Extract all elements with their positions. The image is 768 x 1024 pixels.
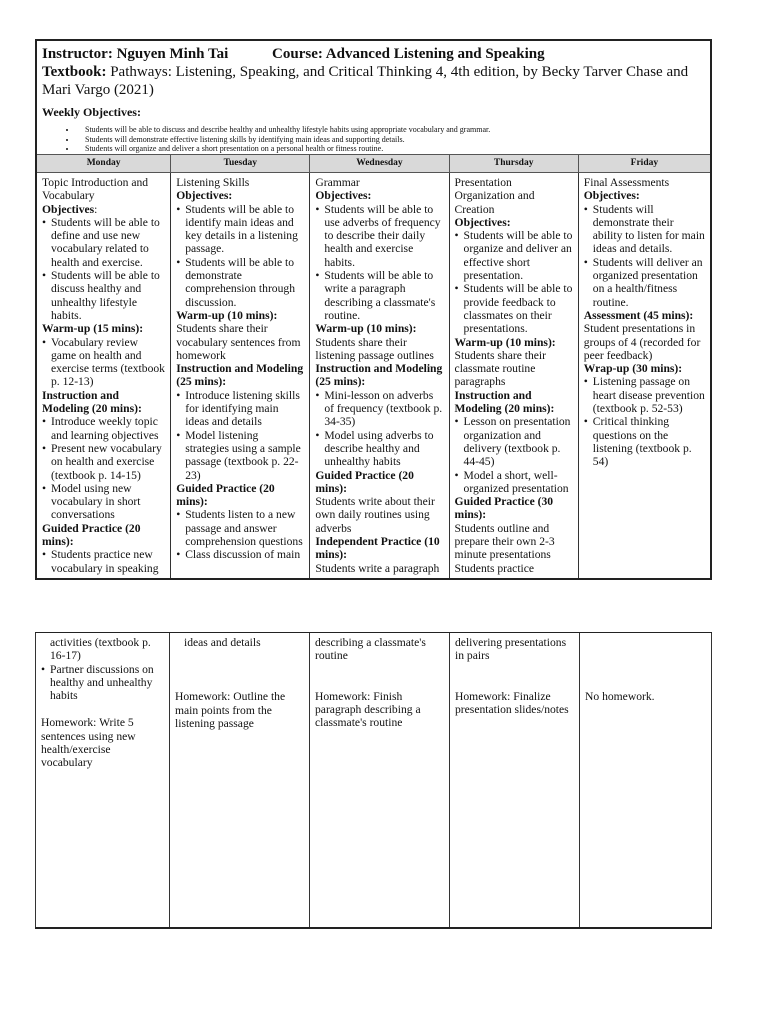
thursday-instruction-label: Instruction and Modeling (20 mins): — [454, 388, 555, 416]
monday-homework: Homework: Write 5 sentences using new health/exercise vocabulary — [41, 716, 136, 770]
wednesday-independent-label: Independent Practice (10 mins): — [315, 535, 440, 562]
friday-objective: • Students will deliver an organized presentation on a health/fitness routine. — [584, 256, 705, 309]
monday-guided-more-list — [41, 663, 164, 703]
wednesday-objectives-label: Objectives: — [315, 189, 372, 203]
friday-topic: Final Assessments — [583, 176, 670, 189]
tuesday-instruction-item: • Introduce listening skills for identifying main ideas and details — [176, 389, 304, 429]
friday-objectives-list — [584, 203, 705, 309]
friday-continuation — [580, 633, 712, 927]
monday-instruction-list — [42, 415, 165, 521]
tuesday-instruction-item: • Model listening strategies using a sample passage (textbook p. 22-23) — [176, 429, 304, 482]
day-header-thursday: Thursday — [450, 155, 579, 172]
tuesday-guided-continued: ideas and details — [184, 636, 261, 649]
friday-wrapup-item: • Critical thinking questions on the listening (textbook p. 54) — [584, 415, 705, 468]
monday-objectives-list — [42, 216, 165, 322]
weekly-objective: • Students will be able to discuss and describe healthy and unhealthy lifestyle habits using appropriate vocabulary and grammar. — [77, 125, 705, 135]
monday-instruction-item: • Present new vocabulary on health and exercise (textbook p. 14-15) — [42, 442, 165, 482]
thursday-guided-continued: delivering presentations in pairs — [455, 636, 567, 663]
thursday-instruction-list — [455, 415, 573, 495]
monday-continuation — [35, 633, 170, 927]
tuesday-guided-label: Guided Practice (20 mins): — [176, 481, 275, 509]
wednesday-warmup-label: Warm-up (10 mins): — [315, 322, 417, 336]
tuesday-objective: • Students will be able to identify main ideas and key details in a listening passage. — [176, 203, 304, 256]
friday-wrapup-list — [584, 375, 705, 468]
thursday-objectives-list — [455, 229, 573, 335]
weekly-objective: • Students will organize and deliver a short presentation on a personal health or fitness routine. — [77, 144, 705, 154]
monday-objectives-colon: : — [94, 202, 98, 216]
thursday-topic: Presentation Organization and Creation — [454, 176, 535, 216]
course-title: Course: Advanced Listening and Speaking — [272, 46, 545, 62]
tuesday-column — [171, 173, 310, 580]
monday-warmup-item: • Vocabulary review game on health and exercise terms (textbook p. 12-13) — [42, 336, 165, 389]
continuation-columns — [35, 633, 712, 927]
thursday-guided-label: Guided Practice (30 mins): — [454, 495, 554, 522]
monday-warmup-list — [42, 336, 165, 389]
thursday-warmup-label: Warm-up (10 mins): — [454, 335, 556, 349]
textbook-text: Pathways: Listening, Speaking, and Critical Thinking 4, 4th edition, by Becky Tarver Chase and Mari Vargo (2021) — [42, 64, 689, 98]
monday-guided-label: Guided Practice (20 mins): — [42, 521, 141, 549]
friday-objectives-label: Objectives: — [583, 189, 640, 203]
textbook-label: Textbook: — [42, 64, 107, 80]
wednesday-continuation — [310, 633, 450, 927]
wednesday-objective: • Students will be able to write a paragraph describing a classmate's routine. — [315, 269, 443, 322]
monday-topic: Topic Introduction and Vocabulary — [42, 176, 149, 203]
friday-objective: • Students will demonstrate their ability to listen for main ideas and details. — [584, 203, 705, 256]
monday-column — [37, 173, 171, 580]
monday-objectives-label: Objectives — [42, 202, 95, 216]
day-header-monday: Monday — [37, 155, 171, 172]
day-header-tuesday: Tuesday — [171, 155, 310, 172]
wednesday-guided-text: Students write about their own daily routines using adverbs — [315, 495, 435, 535]
thursday-column — [450, 173, 579, 580]
friday-assessment-label: Assessment (45 mins): — [583, 308, 694, 322]
tuesday-warmup-text: Students share their vocabulary sentences from homework — [176, 322, 301, 362]
wednesday-independent-continued: describing a classmate's routine — [315, 636, 426, 663]
monday-instruction-item: • Model using new vocabulary in short conversations — [42, 482, 165, 522]
wednesday-instruction-list — [315, 389, 443, 469]
tuesday-objectives-label: Objectives: — [176, 189, 233, 203]
thursday-objective: • Students will be able to provide feedback to classmates on their presentations. — [455, 282, 573, 335]
friday-homework: No homework. — [585, 690, 655, 703]
monday-instruction-item: • Introduce weekly topic and learning objectives — [42, 415, 165, 442]
monday-guided-list — [42, 548, 165, 575]
thursday-guided-more: Students practice — [454, 561, 535, 575]
tuesday-topic: Listening Skills — [176, 176, 250, 189]
monday-guided-item: • Partner discussions on healthy and unhealthy habits — [41, 663, 164, 703]
wednesday-instruction-item: • Model using adverbs to describe healthy and unhealthy habits — [315, 429, 443, 469]
monday-objective: • Students will be able to discuss healthy and unhealthy lifestyle habits. — [42, 269, 165, 322]
tuesday-guided-item: • Class discussion of main — [176, 548, 304, 561]
monday-guided-item: • Students practice new vocabulary in speaking — [42, 548, 165, 575]
day-header-wednesday: Wednesday — [310, 155, 449, 172]
tuesday-continuation — [170, 633, 310, 927]
thursday-guided-text: Students outline and prepare their own 2-3 minute presentations — [454, 521, 555, 562]
day-columns — [37, 173, 710, 580]
wednesday-independent-text: Students write a paragraph — [315, 561, 440, 575]
wednesday-objective: • Students will be able to use adverbs of frequency to describe their daily health and exercise habits. — [315, 203, 443, 269]
wednesday-warmup-text: Students share their listening passage outlines — [315, 335, 434, 362]
header-line-1 — [42, 45, 705, 63]
tuesday-objectives-list — [176, 203, 304, 309]
wednesday-homework: Homework: Finish paragraph describing a classmate's routine — [315, 689, 421, 730]
monday-warmup-label: Warm-up (15 mins): — [42, 322, 144, 336]
thursday-warmup-text: Students share their classmate routine paragraphs — [454, 348, 546, 389]
day-header-row — [37, 154, 710, 173]
tuesday-instruction-label: Instruction and Modeling (25 mins): — [176, 362, 304, 389]
tuesday-instruction-list — [176, 389, 304, 482]
wednesday-guided-label: Guided Practice (20 mins): — [315, 468, 414, 495]
thursday-continuation — [450, 633, 580, 927]
tuesday-guided-item: • Students listen to a new passage and answer comprehension questions — [176, 508, 304, 548]
monday-guided-continued: activities (textbook p. 16-17) — [50, 636, 151, 663]
plan-header — [37, 41, 710, 154]
thursday-homework: Homework: Finalize presentation slides/notes — [455, 689, 569, 716]
weekly-objectives-list — [42, 125, 705, 154]
tuesday-warmup-label: Warm-up (10 mins): — [176, 308, 278, 322]
friday-column — [579, 173, 710, 580]
friday-wrapup-label: Wrap-up (30 mins): — [583, 362, 683, 376]
thursday-instruction-item: • Model a short, well-organized presentation — [455, 469, 573, 496]
textbook-line — [42, 63, 705, 99]
day-header-friday: Friday — [630, 158, 659, 168]
weekly-objectives-title: Weekly Objectives: — [42, 105, 141, 119]
friday-wrapup-item: • Listening passage on heart disease prevention (textbook p. 52-53) — [584, 375, 705, 415]
tuesday-objective: • Students will be able to demonstrate comprehension through discussion. — [176, 256, 304, 309]
weekly-objective: • Students will demonstrate effective listening skills by identifying main ideas and supporting details. — [77, 135, 705, 145]
lesson-plan-page-1 — [35, 39, 712, 580]
wednesday-instruction-label: Instruction and Modeling (25 mins): — [315, 362, 443, 389]
friday-assessment-text: Student presentations in groups of 4 (recorded for peer feedback) — [583, 322, 701, 362]
instructor-name: Instructor: Nguyen Minh Tai — [42, 46, 229, 62]
thursday-objectives-label: Objectives: — [454, 215, 511, 229]
tuesday-homework: Homework: Outline the main points from the listening passage — [175, 690, 286, 730]
wednesday-objectives-list — [315, 203, 443, 323]
monday-objective: • Students will be able to define and use new vocabulary related to health and exercise. — [42, 216, 165, 269]
wednesday-column — [310, 173, 449, 580]
tuesday-guided-list — [176, 508, 304, 561]
wednesday-topic: Grammar — [315, 176, 360, 189]
thursday-instruction-item: • Lesson on presentation organization and delivery (textbook p. 44-45) — [455, 415, 573, 468]
wednesday-instruction-item: • Mini-lesson on adverbs of frequency (textbook p. 34-35) — [315, 389, 443, 429]
thursday-objective: • Students will be able to organize and deliver an effective short presentation. — [455, 229, 573, 282]
lesson-plan-page-2 — [35, 632, 712, 929]
monday-instruction-label: Instruction and Modeling (20 mins): — [42, 388, 142, 416]
